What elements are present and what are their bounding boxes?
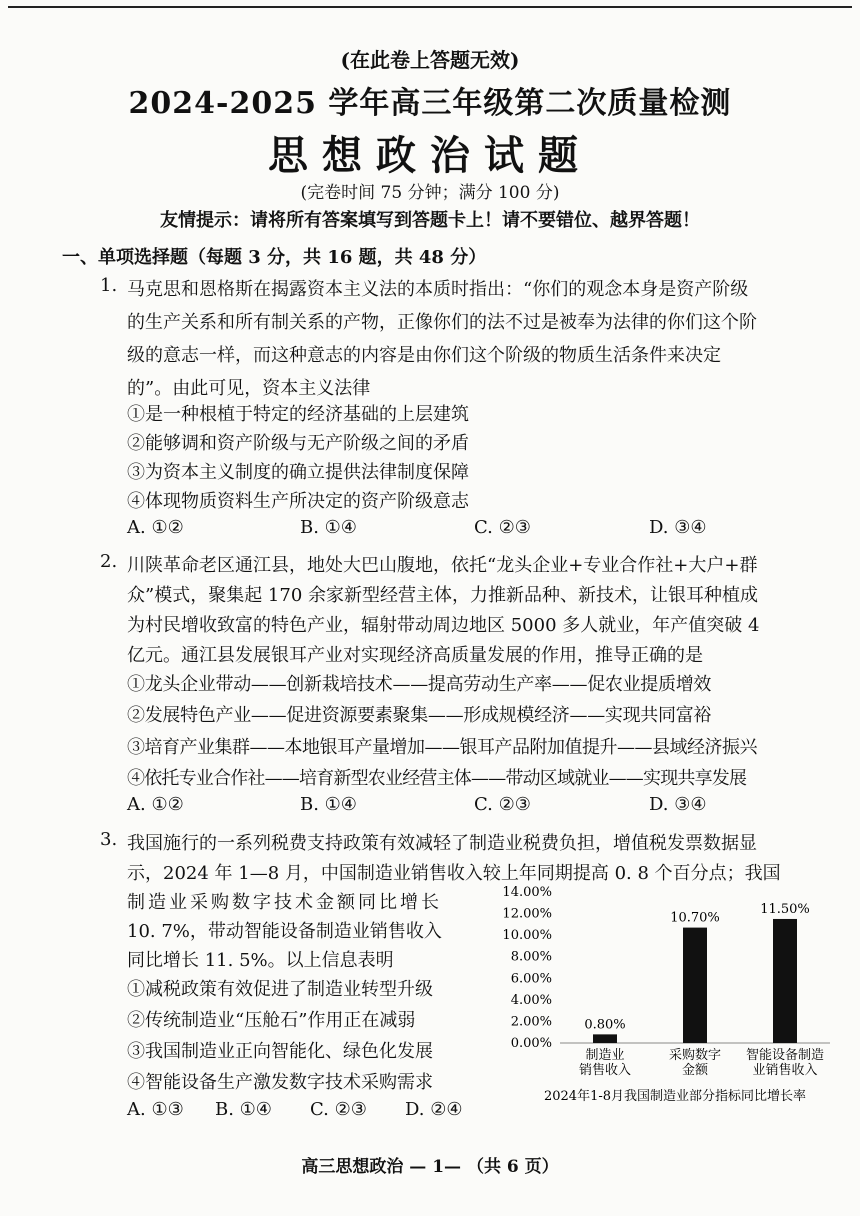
category-label: 销售收入	[578, 1063, 632, 1078]
category-label: 智能设备制造	[745, 1048, 825, 1063]
question-text-line: 亿元。通江县发展银耳产业对实现经济高质量发展的作用，推导正确的是	[127, 645, 703, 666]
category-label: 业销售收入	[752, 1063, 818, 1078]
bar-value-label: 10.70%	[670, 910, 720, 926]
y-tick-label: 10.00%	[502, 928, 552, 944]
question-number: 3.	[100, 829, 118, 850]
bar	[773, 919, 797, 1043]
y-tick-label: 12.00%	[502, 906, 552, 922]
exam-notice: (在此卷上答题无效)	[340, 48, 520, 72]
question-text-line: 我国施行的一系列税费支持政策有效减轻了制造业税费负担，增值税发票数据显	[127, 833, 757, 854]
page-footer: 高三思想政治 — 1— （共 6 页）	[301, 1157, 559, 1177]
question-text-line: 示，2024 年 1—8 月，中国制造业销售收入较上年同期提高 0. 8 个百分点；我国	[127, 863, 781, 884]
option-b[interactable]: B. ①④	[300, 794, 357, 815]
question-text-line: 川陕革命老区通江县，地处大巴山腹地，依托“龙头企业+专业合作社+大户+群	[127, 555, 758, 576]
statement-item: ④依托专业合作社——培育新型农业经营主体——带动区域就业——实现共享发展	[127, 768, 747, 789]
statement-item: ③为资本主义制度的确立提供法律制度保障	[127, 462, 469, 483]
question-text-line: 级的意志一样，而这种意志的内容是由你们这个阶级的物质生活条件来决定	[127, 345, 721, 366]
category-label: 制造业	[585, 1048, 625, 1063]
exam-info: (完卷时间 75 分钟；满分 100 分)	[300, 183, 560, 203]
option-c[interactable]: C. ②③	[310, 1099, 367, 1120]
y-tick-label: 0.00%	[510, 1036, 552, 1051]
y-tick-label: 14.00%	[502, 885, 552, 900]
category-label: 采购数字	[668, 1048, 722, 1063]
bar-value-label: 11.50%	[760, 901, 810, 917]
statement-item: ②传统制造业“压舱石”作用正在减弱	[127, 1010, 416, 1031]
section-heading: 一、单项选择题（每题 3 分，共 16 题，共 48 分）	[62, 247, 487, 268]
option-a[interactable]: A. ①②	[127, 794, 184, 815]
statement-item: ③我国制造业正向智能化、绿色化发展	[127, 1041, 433, 1062]
subject-title: 思想政治试题	[268, 132, 592, 179]
statement-item: ④智能设备生产激发数字技术采购需求	[127, 1072, 433, 1093]
option-a[interactable]: A. ①②	[127, 517, 184, 538]
statement-item: ①是一种根植于特定的经济基础的上层建筑	[127, 404, 469, 425]
y-tick-label: 2.00%	[510, 1014, 552, 1030]
statement-item: ③培育产业集群——本地银耳产量增加——银耳产品附加值提升——县域经济振兴	[127, 737, 757, 758]
category-label: 金额	[681, 1063, 709, 1078]
option-d[interactable]: D. ②④	[405, 1099, 463, 1120]
y-tick-label: 6.00%	[510, 971, 552, 987]
question-text-line: 的”。由此可见，资本主义法律	[127, 378, 371, 399]
top-border	[8, 6, 852, 8]
question-number: 1.	[100, 275, 118, 296]
statement-item: ②能够调和资产阶级与无产阶级之间的矛盾	[127, 433, 469, 454]
question-text-line: 的生产关系和所有制关系的产物，正像你们的法不过是被奉为法律的你们这个阶	[127, 312, 757, 333]
option-b[interactable]: B. ①④	[300, 517, 357, 538]
statement-item: ①减税政策有效促进了制造业转型升级	[127, 979, 433, 1000]
friendly-tip: 友情提示：请将所有答案填写到答题卡上！请不要错位、越界答题！	[160, 210, 700, 231]
option-d[interactable]: D. ③④	[649, 517, 707, 538]
bar	[683, 928, 707, 1043]
question-text-line: 10. 7%，带动智能设备制造业销售收入	[127, 921, 442, 942]
question-text-line: 众”模式，聚集起 170 余家新型经营主体，力推新品种、新技术，让银耳种植成	[127, 585, 758, 606]
question-text-line: 同比增长 11. 5%。以上信息表明	[127, 950, 394, 971]
statement-item: ④体现物质资料生产所决定的资产阶级意志	[127, 491, 469, 512]
bar-value-label: 0.80%	[584, 1017, 626, 1033]
question-text-line: 为村民增收致富的特色产业，辐射带动周边地区 5000 多人就业，年产值突破 4	[127, 615, 760, 636]
question-text-line: 制造业采购数字技术金额同比增长	[127, 892, 442, 913]
y-tick-label: 8.00%	[510, 949, 552, 965]
option-c[interactable]: C. ②③	[474, 517, 531, 538]
option-c[interactable]: C. ②③	[474, 794, 531, 815]
question-text-line: 马克思和恩格斯在揭露资本主义法的本质时指出：“你们的观念本身是资产阶级	[127, 279, 749, 300]
exam-title: 2024-2025 学年高三年级第二次质量检测	[128, 86, 732, 121]
chart-title: 2024年1-8月我国制造业部分指标同比增长率	[543, 1089, 807, 1104]
option-b[interactable]: B. ①④	[215, 1099, 272, 1120]
option-a[interactable]: A. ①③	[127, 1099, 184, 1120]
option-d[interactable]: D. ③④	[649, 794, 707, 815]
statement-item: ①龙头企业带动——创新栽培技术——提高劳动生产率——促农业提质增效	[127, 674, 712, 695]
bar	[593, 1034, 617, 1043]
question-number: 2.	[100, 551, 118, 572]
statement-item: ②发展特色产业——促进资源要素聚集——形成规模经济——实现共同富裕	[127, 705, 712, 726]
growth-rate-bar-chart	[490, 878, 840, 1108]
y-tick-label: 4.00%	[510, 992, 552, 1008]
